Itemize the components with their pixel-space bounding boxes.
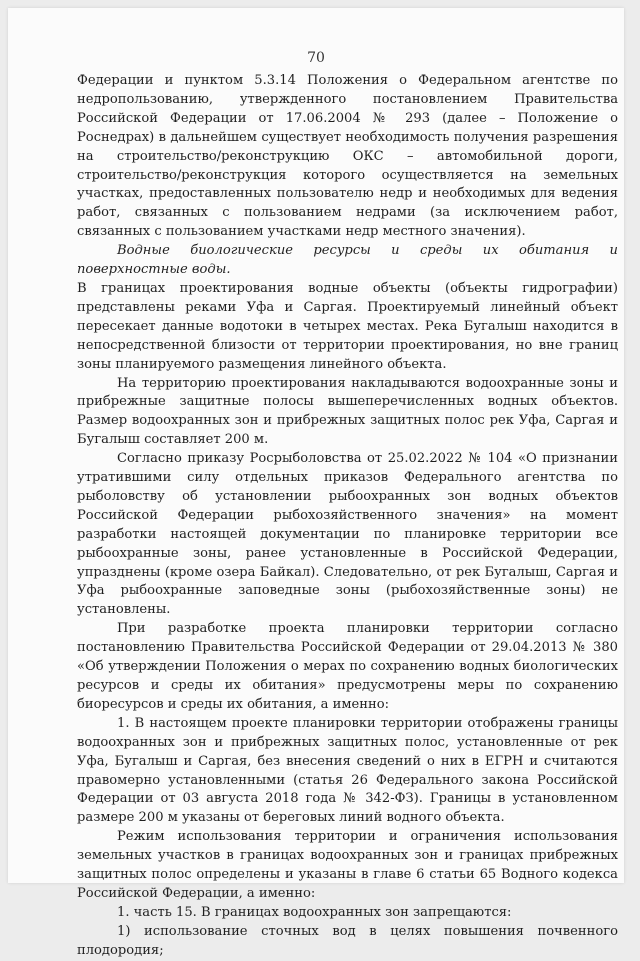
paragraph-protection-zones: На территорию проектирования накладываются водоохранные зоны и прибрежные защитные полосы вышеперечисленных водных объектов. Размер водоохранных зон и прибрежных защитных полос рек Уфа, Саргая и Бугалыш составляет 200 м. — [77, 375, 618, 448]
document-page — [8, 8, 624, 958]
section-heading-text: Водные биологические ресурсы и среды их обитания и поверхностные воды. — [77, 243, 618, 278]
page-number: 70 — [307, 50, 325, 66]
paragraph-regime: Режим использования территории и ограничения использования земельных участков в границах водоохранных зон и границах прибрежных защитных полос определены и указаны в главе 6 статьи 65 Водного кодекса Российской Федерации, а именно: — [77, 829, 618, 901]
list-item-1: 1. В настоящем проекте планировки территории отображены границы водоохранных зон и прибрежных защитных полос, установленные от рек Уфа, Бугалыш и Саргая, без внесения сведений о них в ЕГРН и считаются правомерно установленными (статья 26 Федерального закона Российской Федерации от 03 августа 2018 года № 342-ФЗ). Границы в установленном размере 200 м указаны от береговых линий водного объекта. — [77, 715, 618, 826]
list-item-part-15: 1. часть 15. В границах водоохранных зон запрещаются: — [117, 904, 512, 920]
section-heading — [77, 242, 618, 280]
paragraph-measures: При разработке проекта планировки территории согласно постановлению Правительства Российской Федерации от 29.04.2013 № 380 «Об утверждении Положения о мерах по сохранению водных биологических ресурсов и среды их обитания» предусмотрены меры по сохранению биоресурсов и среды их обитания, а именно: — [77, 621, 618, 712]
page-body — [77, 72, 618, 961]
paragraph-fish-protection: Согласно приказу Росрыболовства от 25.02.2022 № 104 «О признании утратившими силу отдельных приказов Федерального агентства по рыболовству об установлении рыбоохранных зон водных объектов Российской Федерации рыбохозяйственного значения» на момент разработки настоящей документации по планировке территории все рыбоохранные зоны, ранее установленные в Российской Федерации, упразднены (кроме озера Байкал). Следовательно, от рек Бугалыш, Саргая и Уфа рыбоохранные заповедные зоны (рыбохозяйственные зоны) не установлены. — [77, 451, 618, 618]
list-item-sewage: 1) использование сточных вод в целях повышения почвенного плодородия; — [77, 923, 618, 958]
paragraph-water-objects: В границах проектирования водные объекты (объекты гидрографии) представлены реками Уфа и Саргая. Проектируемый линейный объект пересекает данные водотоки в четырех местах. Река Бугалыш находится в непосредственной близости от территории проектирования, но вне границ зоны планируемого размещения линейного объекта. — [77, 280, 618, 372]
paragraph-continuation: Федерации и пунктом 5.3.14 Положения о Федеральном агентстве по недропользованию, утвержденного постановлением Правительства Российской Федерации от 17.06.2004 № 293 (далее – Положение о Роснедрах) в дальнейшем существует необходимость получения разрешения на строительство/реконструкцию ОКС – автомобильной дороги, строительство/реконструкция которого осуществляется на земельных участках, предоставленных пользователю недр и необходимых для ведения работ, связанных с пользованием недрами (за исключением работ, связанных с пользованием участками недр местного значения). — [77, 73, 618, 240]
